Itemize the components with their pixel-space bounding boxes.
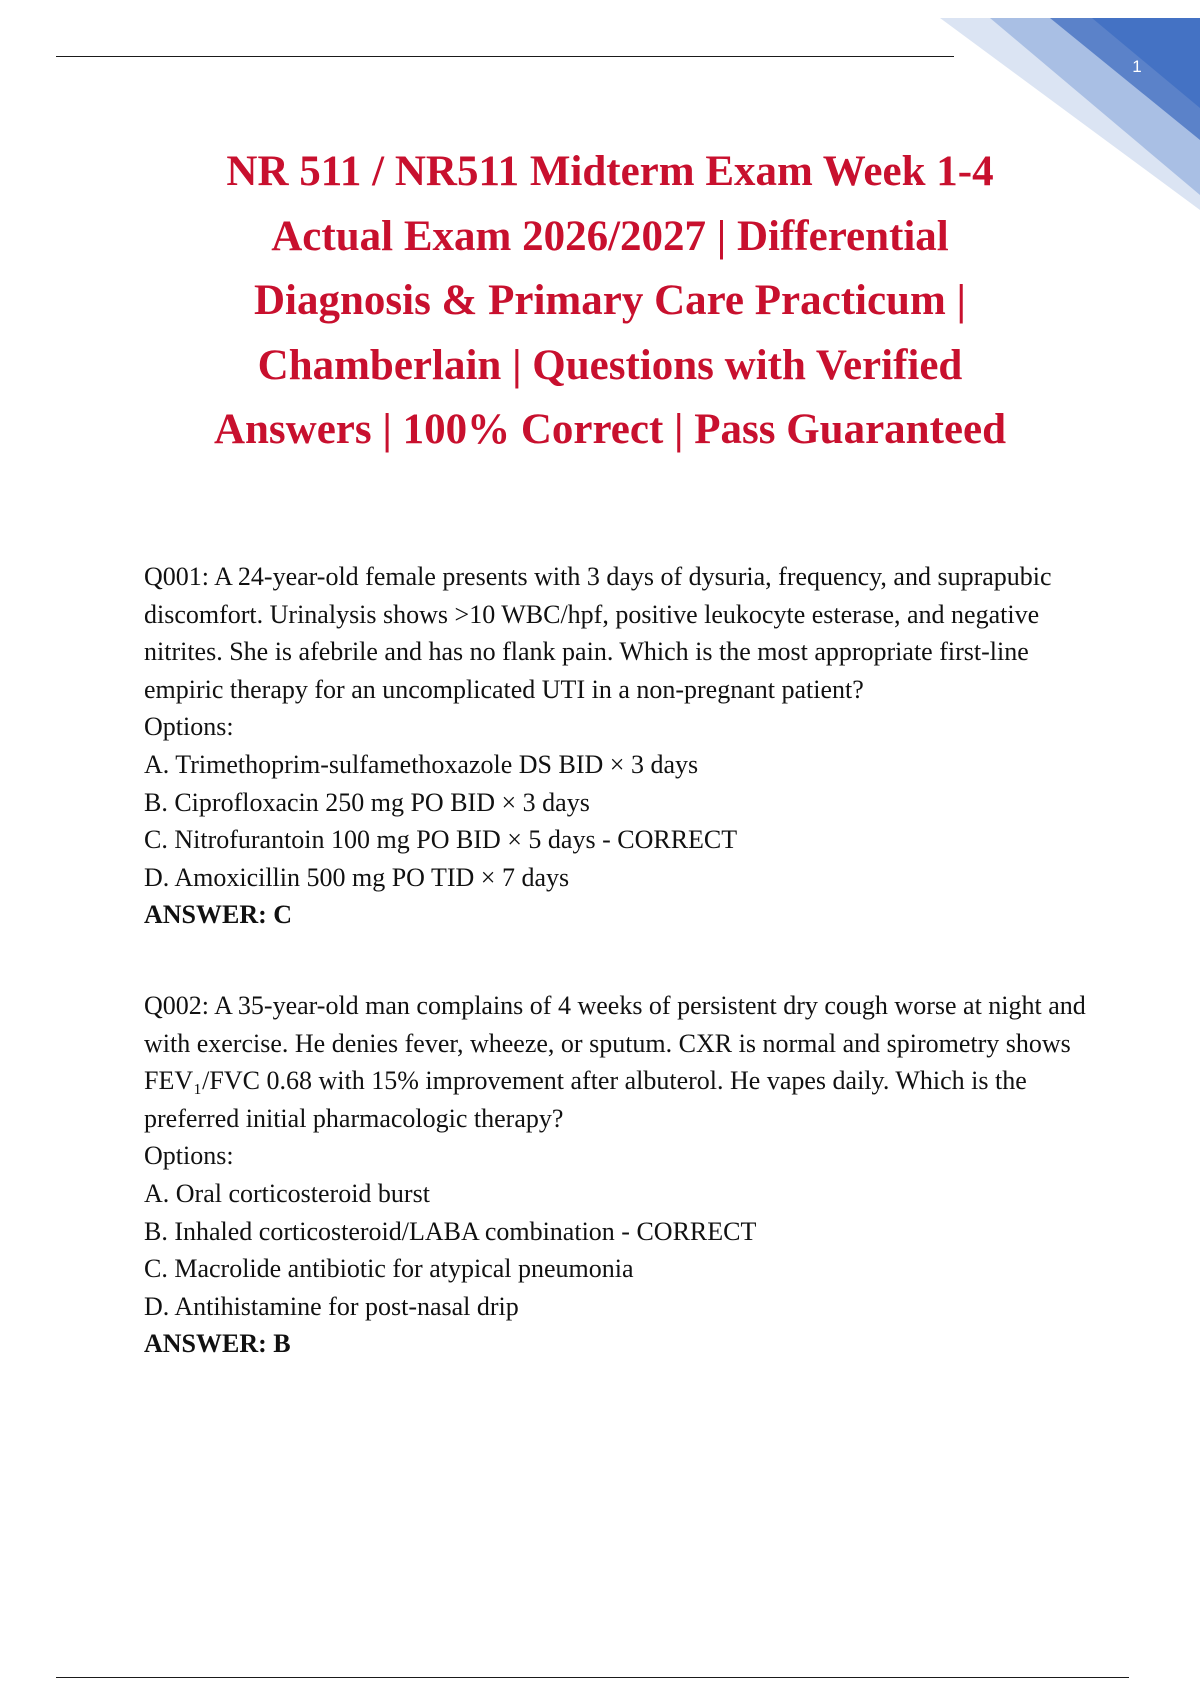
options-label: Options: xyxy=(144,712,234,742)
answer-option: C. Nitrofurantoin 100 mg PO BID × 5 days - CORRECT xyxy=(144,825,738,855)
title-line: Actual Exam 2026/2027 | Differential xyxy=(271,212,949,260)
options-label: Options: xyxy=(144,1141,234,1171)
answer-option: C. Macrolide antibiotic for atypical pneumonia xyxy=(144,1254,634,1284)
question-stem: Q002: A 35-year-old man complains of 4 weeks of persistent dry cough worse at night and with exercise. He denies fever, wheeze, or sputum. CXR is normal and spirometry shows FEV₁/FVC 0.68 with 15% improvement after albuterol. He vapes daily. Which is the preferred initial pharmacologic therapy? xyxy=(144,991,1086,1133)
answer-option: D. Amoxicillin 500 mg PO TID × 7 days xyxy=(144,862,570,892)
answer-option: A. Trimethoprim-sulfamethoxazole DS BID × 3 days xyxy=(144,749,699,779)
footer-rule xyxy=(56,1677,1129,1678)
header-rule xyxy=(56,56,954,57)
answer-key: ANSWER: B xyxy=(144,1329,291,1359)
answer-option: A. Oral corticosteroid burst xyxy=(144,1178,430,1208)
document-title xyxy=(140,140,1080,463)
title-line: NR 511 / NR511 Midterm Exam Week 1-4 xyxy=(226,148,994,195)
page-number: 1 xyxy=(1132,57,1142,76)
answer-key: ANSWER: C xyxy=(144,900,293,930)
title-line: Diagnosis & Primary Care Practicum | xyxy=(253,277,967,324)
answer-option: B. Ciprofloxacin 250 mg PO BID × 3 days xyxy=(144,787,590,817)
title-line: Answers | 100% Correct | Pass Guaranteed xyxy=(213,406,1007,453)
question-block xyxy=(144,558,1104,934)
title-line: Chamberlain | Questions with Verified xyxy=(257,341,963,389)
question-block xyxy=(144,987,1104,1363)
question-stem: Q001: A 24-year-old female presents with 3 days of dysuria, frequency, and suprapubic discomfort. Urinalysis shows >10 WBC/hpf, positive leukocyte esterase, and negative nitrites. She is afebrile and has no flank pain. Which is the most appropriate first-line empiric therapy for an uncomplicated UTI in a non-pregnant patient? xyxy=(144,562,1052,704)
answer-option: B. Inhaled corticosteroid/LABA combination - CORRECT xyxy=(144,1216,757,1246)
answer-option: D. Antihistamine for post-nasal drip xyxy=(144,1291,519,1321)
